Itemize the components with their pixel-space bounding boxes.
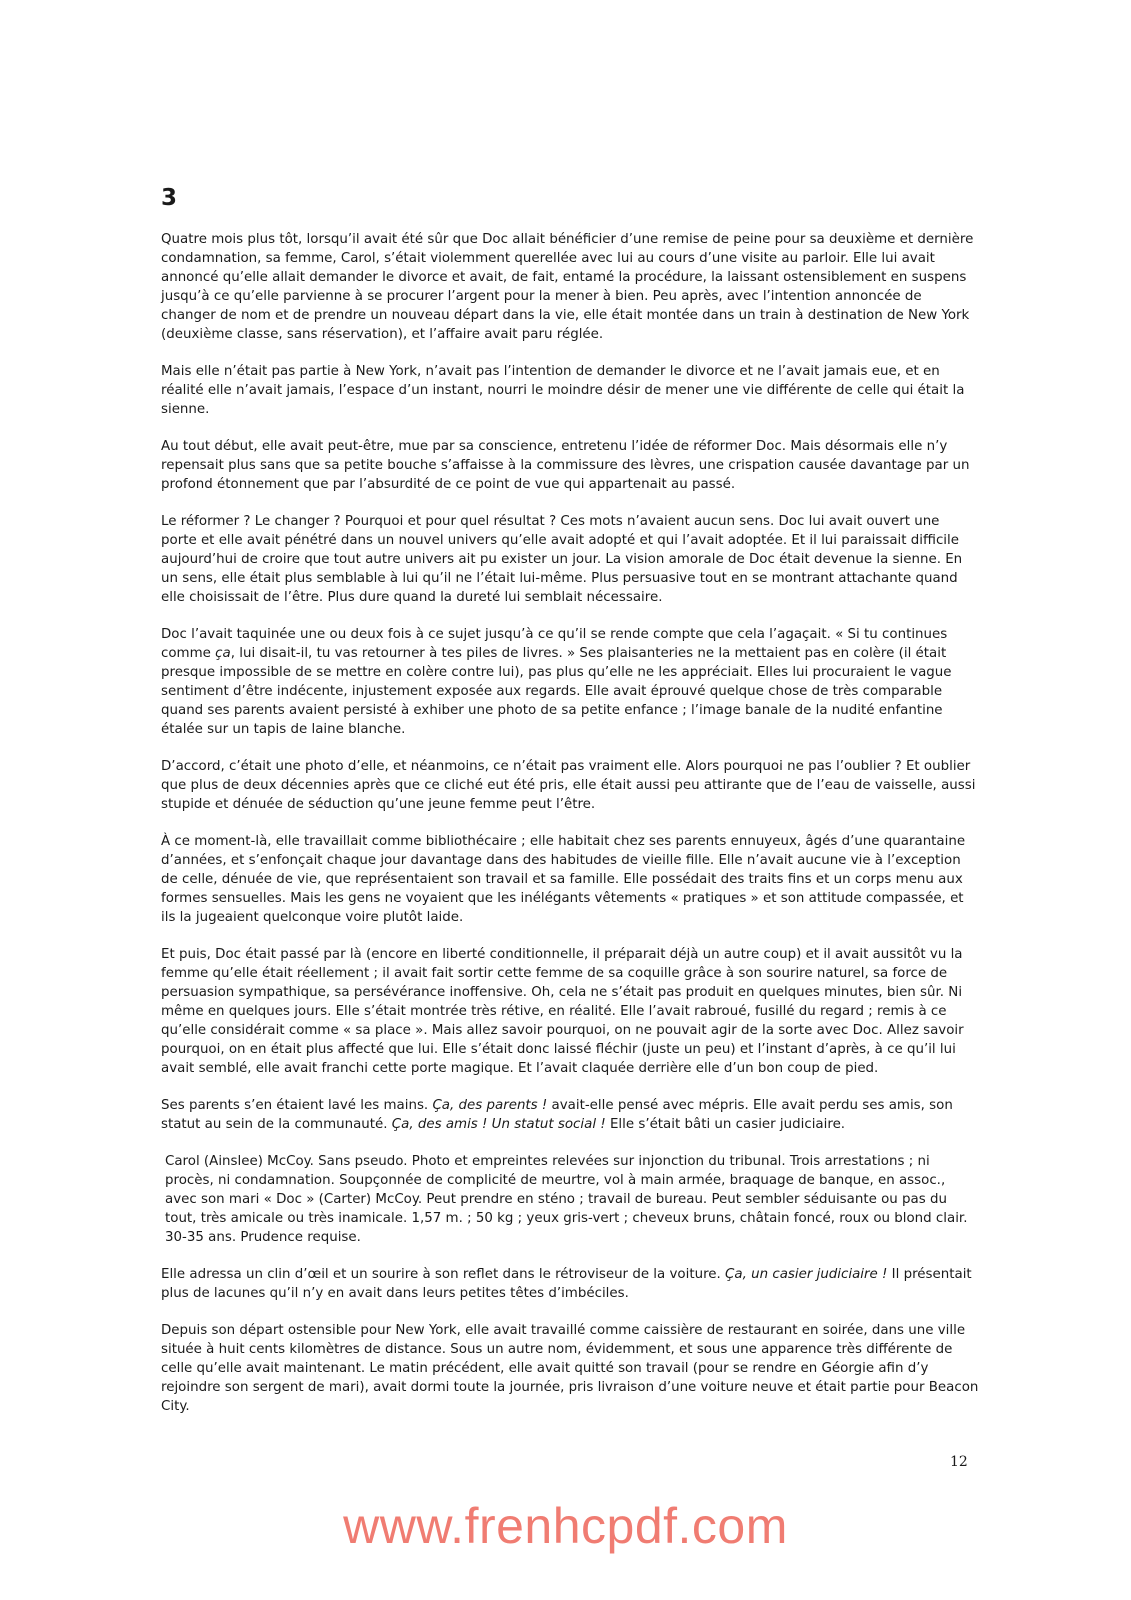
paragraph-text: avait-elle pensé avec mépris. Elle avait perdu ses amis, son statut au sein de la communauté. <box>161 1098 953 1132</box>
paragraph-text: , lui disait-il, tu vas retourner à tes piles de livres. » Ses plaisanteries ne la mettaient pas en colère (il était presque impossible de se mettre en colère contre lui), pas plus qu’elle ne les appréciait. Elles lui procuraient le vague sentiment d’être indécente, injustement exposée aux regards. Elle avait éprouvé quelque chose de très comparable quand ses parents avaient persisté à exhiber une photo de sa petite enfance ; l’image banale de la nudité enfantine étalée sur un tapis de laine blanche. <box>161 646 952 737</box>
paragraph: Quatre mois plus tôt, lorsqu’il avait été sûr que Doc allait bénéficier d’une remise de peine pour sa deuxième et dernière condamnation, sa femme, Carol, s’était violemment querellée avec lui au cours d’une visite au parloir. Elle lui avait annoncé qu’elle allait demander le divorce et avait, de fait, entamé la procédure, la laissant ostensiblement en suspens jusqu’à ce qu’elle parvienne à se procurer l’argent pour la mener à bien. Peu après, avec l’intention annoncée de changer de nom et de prendre un nouveau départ dans la vie, elle était montée dans un train à destination de New York (deuxième classe, sans réservation), et l’affaire avait paru réglée. <box>161 232 974 342</box>
paragraph-text: Il présentait plus de lacunes qu’il n’y en avait dans leurs petites têtes d’imbéciles. <box>161 1267 972 1301</box>
italic-text: Ça, des amis ! Un statut social ! <box>391 1117 606 1132</box>
police-record: Carol (Ainslee) McCoy. Sans pseudo. Photo et empreintes relevées sur injonction du tribunal. Trois arrestations ; ni procès, ni condamnation. Soupçonnée de complicité de meurtre, vol à main armée, braquage de banque, en assoc., avec son mari « Doc » (Carter) McCoy. Peut prendre en sténo ; travail de bureau. Peut sembler séduisante ou pas du tout, très amicale ou très inamicale. 1,57 m. ; 50 kg ; yeux gris-vert ; cheveux bruns, châtain foncé, roux ou blond clair. 30-35 ans. Prudence requise. <box>165 1154 968 1245</box>
chapter-body <box>161 230 979 1434</box>
paragraph <box>161 1265 979 1303</box>
page-number: 12 <box>950 1454 968 1470</box>
paragraph-text: Elle adressa un clin d’œil et un sourire à son reflet dans le rétroviseur de la voiture. <box>161 1267 726 1282</box>
paragraph: Le réformer ? Le changer ? Pourquoi et pour quel résultat ? Ces mots n’avaient aucun sens. Doc lui avait ouvert une porte et elle avait pénétré dans un nouvel univers qu’elle avait adopté et qui l’avait adoptée. Et il lui paraissait difficile aujourd’hui de croire que tout autre univers ait pu exister un jour. La vision amorale de Doc était devenue la sienne. En un sens, elle était plus semblable à lui qu’il ne l’était lui-même. Plus persuasive tout en se montrant attachante quand elle choisissait de l’être. Plus dure quand la dureté lui semblait nécessaire. <box>161 514 963 605</box>
italic-text: Ça, un casier judiciaire ! <box>725 1267 888 1282</box>
italic-text: Ça, des parents ! <box>432 1098 548 1113</box>
paragraph: Au tout début, elle avait peut-être, mue par sa conscience, entretenu l’idée de réformer Doc. Mais désormais elle n’y repensait plus sans que sa petite bouche s’affaisse à la commissure des lèvres, une crispation causée davantage par un profond étonnement que par l’absurdité de ce point de vue qui appartenait au passé. <box>161 439 970 492</box>
paragraph-text: Ses parents s’en étaient lavé les mains. <box>161 1098 433 1113</box>
paragraph <box>161 1096 979 1134</box>
paragraph <box>161 625 979 739</box>
paragraph: Et puis, Doc était passé par là (encore en liberté conditionnelle, il préparait déjà un autre coup) et il avait aussitôt vu la femme qu’elle était réellement ; il avait fait sortir cette femme de sa coquille grâce à son sourire naturel, sa force de persuasion sympathique, sa persévérance inoffensive. Oh, cela ne s’était pas produit en quelques minutes, bien sûr. Ni même en quelques jours. Elle s’était montrée très rétive, en réalité. Elle l’avait rabroué, fusillé du regard ; remis à ce qu’elle considérait comme « sa place ». Mais allez savoir pourquoi, on ne pouvait agir de la sorte avec Doc. Allez savoir pourquoi, on en était plus affecté que lui. Elle s’était donc laissé fléchir (juste un peu) et l’instant d’après, à ce qu’il lui avait semblé, elle avait franchi cette porte magique. Et l’avait claquée derrière elle d’un bon coup de pied. <box>161 947 964 1076</box>
italic-text: ça <box>215 646 231 661</box>
chapter-number: 3 <box>161 185 178 211</box>
paragraph: Mais elle n’était pas partie à New York, n’avait pas l’intention de demander le divorce et ne l’avait jamais eue, et en réalité elle n’avait jamais, l’espace d’un instant, nourri le moindre désir de mener une vie différente de celle qui était la sienne. <box>161 364 965 417</box>
watermark-link[interactable]: www.frenhcpdf.com <box>343 1498 788 1554</box>
paragraph: À ce moment-là, elle travaillait comme bibliothécaire ; elle habitait chez ses parents ennuyeux, âgés d’une quarantaine d’années, et s’enfonçait chaque jour davantage dans des habitudes de vieille fille. Elle n’avait aucune vie à l’exception de celle, dénuée de vie, que représentaient son travail et sa famille. Elle possédait des traits fins et un corps menu aux formes sensuelles. Mais les gens ne voyaient que les inélégants vêtements « pratiques » et son attitude compassée, et ils la jugeaient quelconque voire plutôt laide. <box>161 834 966 925</box>
paragraph: D’accord, c’était une photo d’elle, et néanmoins, ce n’était pas vraiment elle. Alors pourquoi ne pas l’oublier ? Et oublier que plus de deux décennies après que ce cliché eut été pris, elle était aussi peu attirante que de l’eau de vaisselle, aussi stupide et dénuée de séduction qu’une jeune femme peut l’être. <box>161 759 976 812</box>
paragraph: Depuis son départ ostensible pour New York, elle avait travaillé comme caissière de restaurant en soirée, dans une ville située à huit cents kilomètres de distance. Sous un autre nom, évidemment, et sous une apparence très différente de celle qu’elle avait maintenant. Le matin précédent, elle avait quitté son travail (pour se rendre en Géorgie afin d’y rejoindre son sergent de mari), avait dormi toute la journée, pris livraison d’une voiture neuve et était partie pour Beacon City. <box>161 1323 979 1414</box>
paragraph-text: Elle s’était bâti un casier judiciaire. <box>605 1117 846 1132</box>
paragraph-text: Doc l’avait taquinée une ou deux fois à ce sujet jusqu’à ce qu’il se rende compte que cela l’agaçait. « Si tu continues comme <box>161 627 948 661</box>
